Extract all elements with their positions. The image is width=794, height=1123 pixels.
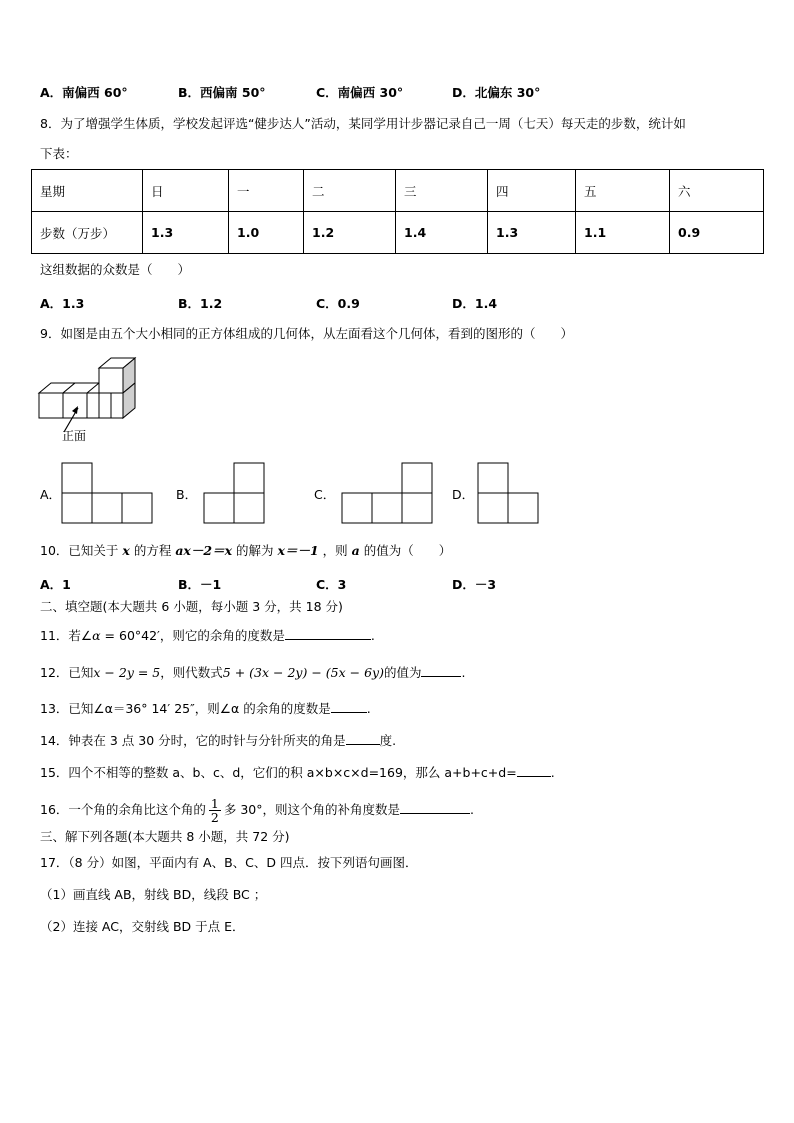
- q8-option-d: D．1.4: [452, 296, 498, 311]
- table-cell: 五: [576, 170, 670, 212]
- answer-blank: [517, 763, 551, 777]
- section-3-heading: 三、解下列各题(本大题共 8 小题，共 72 分): [40, 829, 290, 844]
- table-cell: 星期: [32, 170, 143, 212]
- table-cell: 1.1: [576, 212, 670, 254]
- q10-option-a: A．1: [40, 577, 71, 592]
- table-cell: 步数（万步）: [32, 212, 143, 254]
- q9-option-a-figure: [60, 462, 154, 524]
- table-cell: 六: [670, 170, 764, 212]
- q10-option-b: B．－1: [178, 577, 222, 592]
- q8-stem-line2: 下表：: [40, 146, 78, 161]
- q10-stem: 10．已知关于 x 的方程 ax－2＝x 的解为 x＝－1 ，则 a 的值为（ ）: [40, 543, 452, 558]
- q8-stem-line1: 8．为了增强学生体质，学校发起评选“健步达人”活动，某同学用计步器记录自己一周（七天）每天走的步数，统计如: [40, 116, 686, 131]
- table-cell: 0.9: [670, 212, 764, 254]
- table-cell: 1.2: [304, 212, 396, 254]
- q8-question: 这组数据的众数是（ ）: [40, 262, 191, 277]
- q12-expression: 5 + (3x − 2y) − (5x − 6y): [222, 665, 384, 680]
- q8-options: [40, 294, 760, 310]
- q11: 11．若∠α = 60°42′，则它的余角的度数是 .: [40, 628, 375, 643]
- answer-blank: [400, 800, 470, 814]
- table-cell: 三: [396, 170, 488, 212]
- q13: 13．已知∠α＝36° 14′ 25″，则∠α 的余角的度数是 .: [40, 701, 371, 716]
- q7-option-d: D．北偏东 30°: [452, 85, 541, 100]
- section-2-heading: 二、填空题(本大题共 6 小题，每小题 3 分，共 18 分): [40, 599, 343, 614]
- q12: 12．已知x − 2y = 5，则代数式5 + (3x − 2y) − (5x − 6y)的值为 .: [40, 665, 466, 680]
- steps-table: [31, 169, 764, 254]
- table-header-row: [32, 170, 764, 212]
- q17-part1: （1）画直线 AB，射线 BD，线段 BC ；: [40, 887, 267, 902]
- table-cell: 二: [304, 170, 396, 212]
- q9-option-d-figure: [475, 462, 541, 524]
- answer-blank: [331, 699, 367, 713]
- q10-option-c: C．3: [316, 577, 347, 592]
- table-cell: 1.3: [488, 212, 576, 254]
- q16: 16．一个角的余角比这个角的 $\frac{1}{2}$ 多 30°，则这个角的补角度数是 .: [40, 796, 474, 825]
- table-cell: 1.3: [143, 212, 229, 254]
- front-label: 正面: [62, 429, 87, 443]
- q9-label-c: C．: [314, 487, 336, 502]
- q14: 14．钟表在 3 点 30 分时，它的时针与分针所夹的角是 度.: [40, 733, 397, 748]
- q9-option-c-figure: [340, 462, 434, 524]
- q8-option-b: B．1.2: [178, 296, 223, 311]
- table-cell: 日: [143, 170, 229, 212]
- q8-option-a: A．1.3: [40, 296, 85, 311]
- table-cell: 一: [229, 170, 304, 212]
- q17-part2: （2）连接 AC，交射线 BD 于点 E．: [40, 919, 245, 934]
- q7-option-b: B．西偏南 50°: [178, 85, 266, 100]
- table-row: [32, 212, 764, 254]
- q7-option-a: A．南偏西 60°: [40, 85, 128, 100]
- table-cell: 1.0: [229, 212, 304, 254]
- answer-blank: [421, 663, 461, 677]
- cube-solid-figure: [36, 356, 140, 444]
- q12-given: x − 2y = 5: [93, 665, 161, 680]
- table-cell: 1.4: [396, 212, 488, 254]
- q15: 15．四个不相等的整数 a、b、c、d，它们的积 a×b×c×d=169，那么 a+b+c+d= .: [40, 765, 555, 780]
- answer-blank: [346, 731, 380, 745]
- q10-options: [40, 575, 760, 591]
- q17-stem: 17．（8 分）如图，平面内有 A、B、C、D 四点．按下列语句画图．: [40, 855, 418, 870]
- q9-label-d: D．: [452, 487, 475, 502]
- q7-options: [40, 83, 760, 99]
- q8-option-c: C．0.9: [316, 296, 360, 311]
- q10-equation: ax－2＝x: [175, 543, 233, 558]
- q9-label-a: A．: [40, 487, 62, 502]
- q9-stem: 9．如图是由五个大小相同的正方体组成的几何体，从左面看这个几何体，看到的图形的（ ）: [40, 326, 573, 341]
- fraction-one-half: $\frac{1}{2}$: [210, 796, 219, 825]
- q7-option-c: C．南偏西 30°: [316, 85, 404, 100]
- q9-option-b-figure: [201, 462, 267, 524]
- table-cell: 四: [488, 170, 576, 212]
- answer-blank: [285, 626, 371, 640]
- q9-label-b: B．: [176, 487, 198, 502]
- q10-solution: x＝－1: [277, 543, 319, 558]
- q10-option-d: D．－3: [452, 577, 497, 592]
